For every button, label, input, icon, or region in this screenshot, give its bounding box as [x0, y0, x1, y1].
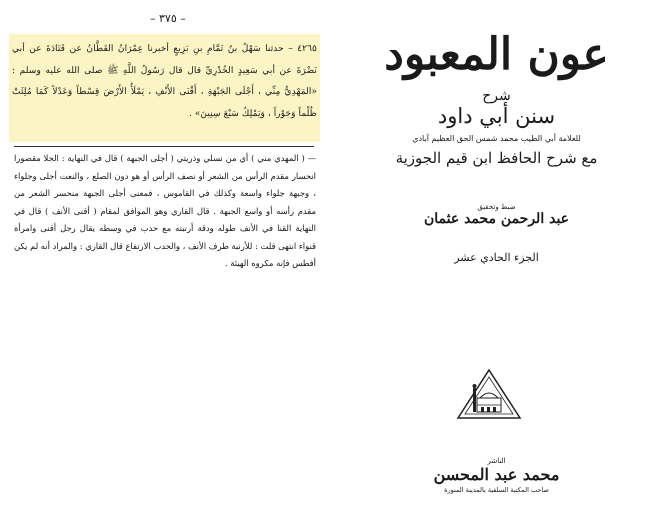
- book-title: عون المعبود: [384, 29, 609, 80]
- author-line: للعلامة أبي الطيب محمد شمس الحق العظيم آبادي: [412, 134, 581, 143]
- publisher-block: [340, 457, 653, 494]
- title-block: [340, 30, 653, 264]
- commentary-text: — ( المهدي مني ) أي من نسلي وذريتي ( أجلى الجبهة ) قال في النهاية : الجلا مقصورا انحسار مقدم الرأس من الشعر أو نصف الرأس أو هو دون الصلع ، والنعت أجلى وجلواء ، وجبهة جلواء واسعة وكذلك في القاموس ، فمعنى أجلى الجبهة منحسر الشعر من مقدم رأسه أو واسع الجبهة . قال القاري وهو الموافق لمقام ( أقنى الأنف ) قال في النهاية القنا في الأنف طوله ودقة أرنبته مع حدب في وسطه يقال رجل أقنى وامرأة قنواء انتهى قلت : للأرنبة طرف الأنف ، والحدب الارتفاع قال القاري : والمراد أنه لم يكن أفطس فإنه مكروه الهيئة .: [14, 153, 316, 268]
- title-page: [340, 0, 653, 525]
- sharh-word: شرح: [482, 88, 511, 104]
- publisher-name: محمد عبد المحسن: [433, 465, 560, 484]
- publisher-emblem-icon: [456, 368, 522, 420]
- volume-label: الجزء الحادي عشر: [454, 251, 539, 264]
- with-sharh-line: مع شرح الحافظ ابن قيم الجوزية: [395, 149, 598, 167]
- page-number: – ٣٧٥ –: [150, 12, 186, 25]
- publisher-label: الناشر: [487, 457, 506, 465]
- editor-name: عبد الرحمن محمد عثمان: [423, 211, 570, 227]
- publisher-subtitle: صاحب المكتبة السلفية بالمدينة المنورة: [444, 486, 549, 494]
- editor-label: ضبط وتحقيق: [477, 203, 516, 211]
- hadith-text: ٤٢٦٥ – حدثنا سَهْلُ بنُ تَمَّامِ بنِ بَزِيعٍ أخبرنا عِمْرَانُ القَطَّانُ عن قَتَادَةَ عن أبي نَضْرَةَ عن أبي سَعِيدٍ الخُدْرِيِّ قال قال رَسُولُ اللَّهِ ﷺ صلى الله عليه وسلم : «المَهْدِيُّ مِنِّي ، أَجْلَى الجَبْهَةِ ، أَقْنَى الأَنْفِ ، يَمْلَأُ الأَرْضَ قِسْطاً وَعَدْلاً كَمَا مُلِئَتْ ظُلْماً وَجَوْراً ، وَيَمْلِكُ سَبْعَ سِنِينَ» .: [12, 43, 317, 119]
- sunan-title: سنن أبي داود: [437, 104, 556, 128]
- footnote-separator: [14, 146, 314, 147]
